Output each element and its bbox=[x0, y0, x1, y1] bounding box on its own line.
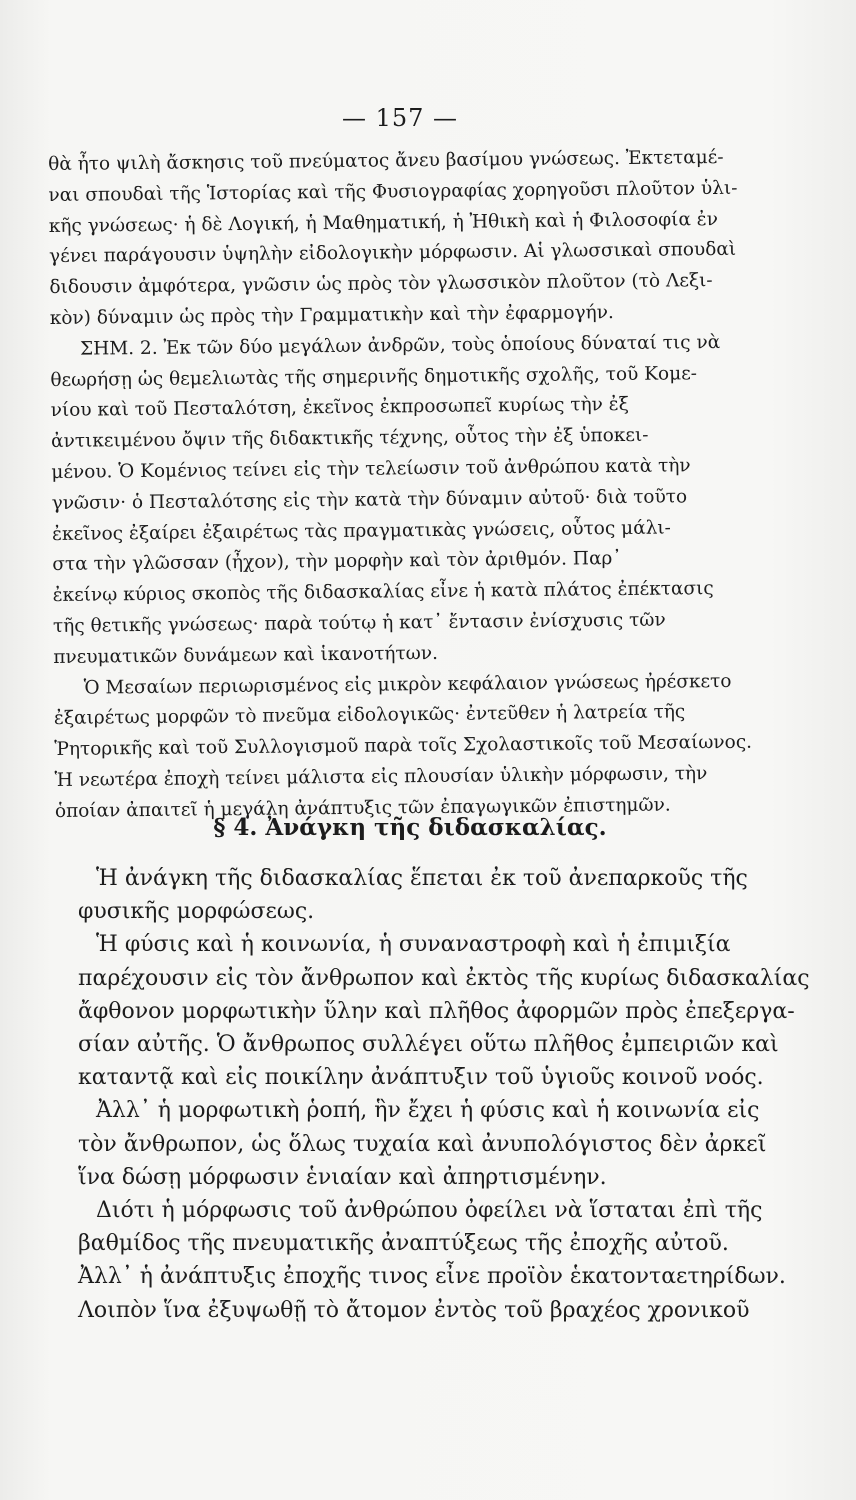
paragraph-start-line: Ἡ φύσις καὶ ἡ κοινωνία, ἡ συναναστροφὴ καὶ ἡ ἐπιμιξία bbox=[96, 932, 731, 958]
text-line: νίου καὶ τοῦ Πεσταλότση, ἐκεῖνος ἐκπροσωπεῖ κυρίως τὴν ἐξ bbox=[50, 394, 629, 422]
page-number: — 157 — bbox=[341, 104, 459, 132]
text-line: φυσικῆς μορφώσεως. bbox=[78, 899, 315, 925]
text-line: βαθμίδος τῆς πνευματικῆς ἀναπτύξεως τῆς ἐποχῆς αὐτοῦ. bbox=[78, 1231, 729, 1257]
section-heading: § 4. Ἀνάγκη τῆς διδασκαλίας. bbox=[213, 814, 607, 841]
note-heading-line: ΣΗΜ. 2. Ἐκ τῶν δύο μεγάλων ἀνδρῶν, τοὺς ὁποίους δύναταί τις νὰ bbox=[79, 331, 721, 360]
text-line: Ῥητορικῆς καὶ τοῦ Συλλογισμοῦ παρὰ τοῖς Σχολαστικοῖς τοῦ Μεσαίωνος. bbox=[54, 731, 753, 761]
text-line: στα τὴν γλῶσσαν (ἦχον), τὴν μορφὴν καὶ τὸν ἀριθμόν. Παρ᾽ bbox=[52, 548, 622, 576]
text-line: ναι σπουδαὶ τῆς Ἱστορίας καὶ τῆς Φυσιογραφίας χορηγοῦσι πλοῦτον ὑλι- bbox=[48, 177, 738, 206]
text-line: κὸν) δύναμιν ὡς πρὸς τὴν Γραμματικὴν καὶ τὴν ἐφαρμογήν. bbox=[49, 302, 614, 329]
small-print-block bbox=[48, 143, 765, 828]
text-line: ἵνα δώσῃ μόρφωσιν ἑνιαίαν καὶ ἀπηρτισμένην. bbox=[78, 1164, 607, 1190]
text-line: παρέχουσιν εἰς τὸν ἄνθρωπον καὶ ἐκτὸς τῆς κυρίως διδασκαλίας bbox=[78, 965, 810, 991]
text-line: καταντᾷ καὶ εἰς ποικίλην ἀνάπτυξιν τοῦ ὑγιοῦς κοινοῦ νοός. bbox=[78, 1065, 764, 1091]
text-line: γνῶσιν· ὁ Πεσταλότσης εἰς τὴν κατὰ τὴν δύναμιν αὐτοῦ· διὰ τοῦτο bbox=[51, 486, 688, 514]
text-line: ἀντικειμένου ὄψιν τῆς διδακτικῆς τέχνης, οὗτος τὴν ἐξ ὑποκει- bbox=[50, 424, 649, 453]
paragraph-start-line: Ὁ Μεσαίων περιωρισμένος εἰς μικρὸν κεφάλαιον γνώσεως ἠρέσκετο bbox=[83, 670, 732, 699]
paragraph-start-line: Ἀλλ᾽ ἡ μορφωτικὴ ῥοπή, ἣν ἔχει ἡ φύσις καὶ ἡ κοινωνία εἰς bbox=[96, 1098, 760, 1124]
text-line: μένου. Ὁ Κομένιος τείνει εἰς τὴν τελείωσιν τοῦ ἀνθρώπου κατὰ τὴν bbox=[51, 455, 691, 483]
paragraph-start-line: Διότι ἡ μόρφωσις τοῦ ἀνθρώπου ὀφείλει νὰ ἵσταται ἐπὶ τῆς bbox=[96, 1198, 763, 1224]
text-line: ἐκείνῳ κύριος σκοπὸς τῆς διδασκαλίας εἶνε ἡ κατὰ πλάτος ἐπέκτασις bbox=[52, 578, 714, 607]
text-line: διδουσιν ἀμφότερα, γνῶσιν ὡς πρὸς τὸν γλωσσικὸν πλοῦτον (τὸ Λεξι- bbox=[49, 270, 713, 299]
paragraph-start-line: Ἡ ἀνάγκη τῆς διδασκαλίας ἕπεται ἐκ τοῦ ἀνεπαρκοῦς τῆς bbox=[96, 866, 748, 891]
body-text-block bbox=[78, 862, 810, 1327]
text-line: ἐξαιρέτως μορφῶν τὸ πνεῦμα εἰδολογικῶς· ἐντεῦθεν ἡ λατρεία τῆς bbox=[53, 701, 686, 730]
text-line: ὁποίαν ἀπαιτεῖ ἡ μεγάλη ἀνάπτυξις τῶν ἐπαγωγικῶν ἐπιστημῶν. bbox=[54, 794, 671, 822]
text-line: Ἡ νεωτέρα ἐποχὴ τείνει μάλιστα εἰς πλουσίαν ὑλικὴν μόρφωσιν, τὴν bbox=[54, 763, 708, 791]
text-line: κῆς γνώσεως· ἡ δὲ Λογική, ἡ Μαθηματική, ἡ Ἠθικὴ καὶ ἡ Φιλοσοφία ἐν bbox=[48, 208, 719, 237]
text-line: θεωρήσῃ ὡς θεμελιωτὰς τῆς σημερινῆς δημοτικῆς σχολῆς, τοῦ Κομε- bbox=[50, 362, 698, 391]
text-line: Ἀλλ᾽ ἡ ἀνάπτυξις ἐποχῆς τινος εἶνε προϊὸν ἑκατονταετηρίδων. bbox=[78, 1264, 786, 1290]
text-line: Λοιπὸν ἵνα ἐξυψωθῇ τὸ ἄτομον ἐντὸς τοῦ βραχέος χρονικοῦ bbox=[78, 1297, 750, 1323]
text-line: σίαν αὐτῆς. Ὁ ἄνθρωπος συλλέγει οὕτω πλῆθος ἐμπειριῶν καὶ bbox=[78, 1032, 779, 1058]
text-line: πνευματικῶν δυνάμεων καὶ ἱκανοτήτων. bbox=[53, 642, 439, 668]
text-line: ἄφθονον μορφωτικὴν ὕλην καὶ πλῆθος ἀφορμῶν πρὸς ἐπεξεργα- bbox=[78, 998, 795, 1024]
text-line: θὰ ἦτο ψιλὴ ἄσκησις τοῦ πνεύματος ἄνευ βασίμου γνώσεως. Ἐκτεταμέ- bbox=[48, 146, 724, 175]
text-line: τῆς θετικῆς γνώσεως· παρὰ τούτῳ ἡ κατ᾽ ἔντασιν ἐνίσχυσις τῶν bbox=[52, 609, 666, 637]
text-line: γένει παράγουσιν ὑψηλὴν εἰδολογικὴν μόρφωσιν. Αἱ γλωσσικαὶ σπουδαὶ bbox=[49, 239, 737, 268]
text-line: τὸν ἄνθρωπον, ὡς ὅλως τυχαία καὶ ἀνυπολόγιστος δὲν ἀρκεῖ bbox=[78, 1131, 767, 1157]
text-line: ἐκεῖνος ἐξαίρει ἐξαιρέτως τὰς πραγματικὰς γνώσεις, οὗτος μάλι- bbox=[51, 517, 671, 545]
